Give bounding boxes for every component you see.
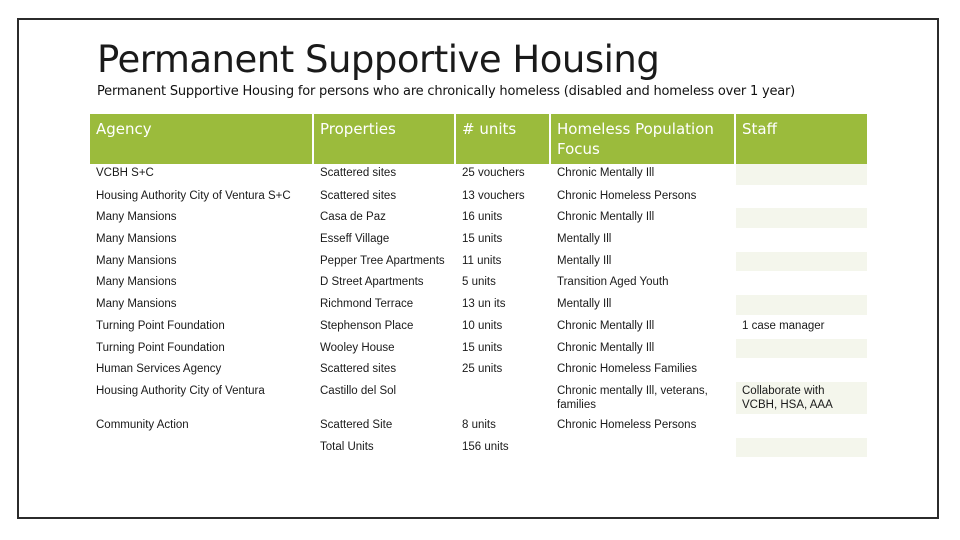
header-agency: Agency: [90, 114, 313, 164]
slide-title: Permanent Supportive Housing: [97, 38, 660, 81]
table-row: [90, 338, 867, 360]
table-row: [90, 229, 867, 251]
cell-agency: VCBH S+C: [90, 164, 313, 186]
cell-agency: Human Services Agency: [90, 359, 313, 381]
cell-units: 10 units: [455, 316, 550, 338]
table-row: [90, 294, 867, 316]
cell-staff: [735, 294, 867, 316]
cell-focus: Chronic Mentally Ill: [550, 338, 735, 360]
cell-agency: [90, 437, 313, 459]
cell-staff: [735, 229, 867, 251]
table-row: [90, 164, 867, 186]
table-row-total: [90, 437, 867, 459]
cell-focus: Chronic mentally Ill, veterans, families: [550, 381, 735, 415]
cell-units: 25 units: [455, 359, 550, 381]
cell-units: 15 units: [455, 338, 550, 360]
cell-agency: Many Mansions: [90, 207, 313, 229]
cell-property: Richmond Terrace: [313, 294, 455, 316]
cell-focus: Chronic Mentally Ill: [550, 164, 735, 186]
cell-units: 13 un its: [455, 294, 550, 316]
cell-staff: [735, 186, 867, 208]
cell-agency: Housing Authority City of Ventura: [90, 381, 313, 415]
table-row: [90, 207, 867, 229]
table-row: [90, 381, 867, 415]
table-row: [90, 251, 867, 273]
cell-focus: Chronic Homeless Persons: [550, 415, 735, 437]
cell-property: D Street Apartments: [313, 272, 455, 294]
table-row: [90, 316, 867, 338]
cell-units: 25 vouchers: [455, 164, 550, 186]
cell-units: 8 units: [455, 415, 550, 437]
cell-focus: [550, 437, 735, 459]
cell-staff: 1 case manager: [735, 316, 867, 338]
table-row: [90, 186, 867, 208]
cell-property: Scattered sites: [313, 164, 455, 186]
cell-units: 156 units: [455, 437, 550, 459]
cell-staff: [735, 437, 867, 459]
header-staff: Staff: [735, 114, 867, 164]
cell-agency: Many Mansions: [90, 229, 313, 251]
cell-staff: [735, 415, 867, 437]
cell-focus: Chronic Homeless Persons: [550, 186, 735, 208]
cell-staff: [735, 338, 867, 360]
cell-agency: Many Mansions: [90, 272, 313, 294]
table-row: [90, 359, 867, 381]
cell-agency: Turning Point Foundation: [90, 316, 313, 338]
cell-focus: Mentally Ill: [550, 294, 735, 316]
cell-property: Casa de Paz: [313, 207, 455, 229]
cell-property: Wooley House: [313, 338, 455, 360]
cell-property: Pepper Tree Apartments: [313, 251, 455, 273]
cell-agency: Many Mansions: [90, 251, 313, 273]
table-header-row: [90, 114, 867, 164]
cell-property: Castillo del Sol: [313, 381, 455, 415]
cell-property: Total Units: [313, 437, 455, 459]
cell-staff: [735, 207, 867, 229]
cell-focus: Chronic Mentally Ill: [550, 316, 735, 338]
cell-staff: [735, 164, 867, 186]
cell-focus: Chronic Homeless Families: [550, 359, 735, 381]
cell-units: 5 units: [455, 272, 550, 294]
header-units: # units: [455, 114, 550, 164]
header-properties: Properties: [313, 114, 455, 164]
cell-staff: [735, 272, 867, 294]
cell-agency: Many Mansions: [90, 294, 313, 316]
cell-focus: Transition Aged Youth: [550, 272, 735, 294]
table-row: [90, 272, 867, 294]
cell-units: 13 vouchers: [455, 186, 550, 208]
cell-agency: Community Action: [90, 415, 313, 437]
cell-focus: Mentally Ill: [550, 229, 735, 251]
cell-focus: Chronic Mentally Ill: [550, 207, 735, 229]
cell-agency: Turning Point Foundation: [90, 338, 313, 360]
housing-table: [90, 114, 867, 459]
cell-property: Scattered Site: [313, 415, 455, 437]
header-population-focus: Homeless Population Focus: [550, 114, 735, 164]
cell-property: Esseff Village: [313, 229, 455, 251]
table-row: [90, 415, 867, 437]
cell-property: Scattered sites: [313, 186, 455, 208]
cell-units: [455, 381, 550, 415]
cell-staff: [735, 359, 867, 381]
cell-agency: Housing Authority City of Ventura S+C: [90, 186, 313, 208]
cell-units: 16 units: [455, 207, 550, 229]
cell-units: 11 units: [455, 251, 550, 273]
cell-focus: Mentally Ill: [550, 251, 735, 273]
cell-property: Scattered sites: [313, 359, 455, 381]
cell-units: 15 units: [455, 229, 550, 251]
cell-property: Stephenson Place: [313, 316, 455, 338]
slide-subtitle: Permanent Supportive Housing for persons who are chronically homeless (disabled and homeless over 1 year): [97, 84, 796, 99]
cell-staff: Collaborate with VCBH, HSA, AAA: [735, 381, 867, 415]
cell-staff: [735, 251, 867, 273]
